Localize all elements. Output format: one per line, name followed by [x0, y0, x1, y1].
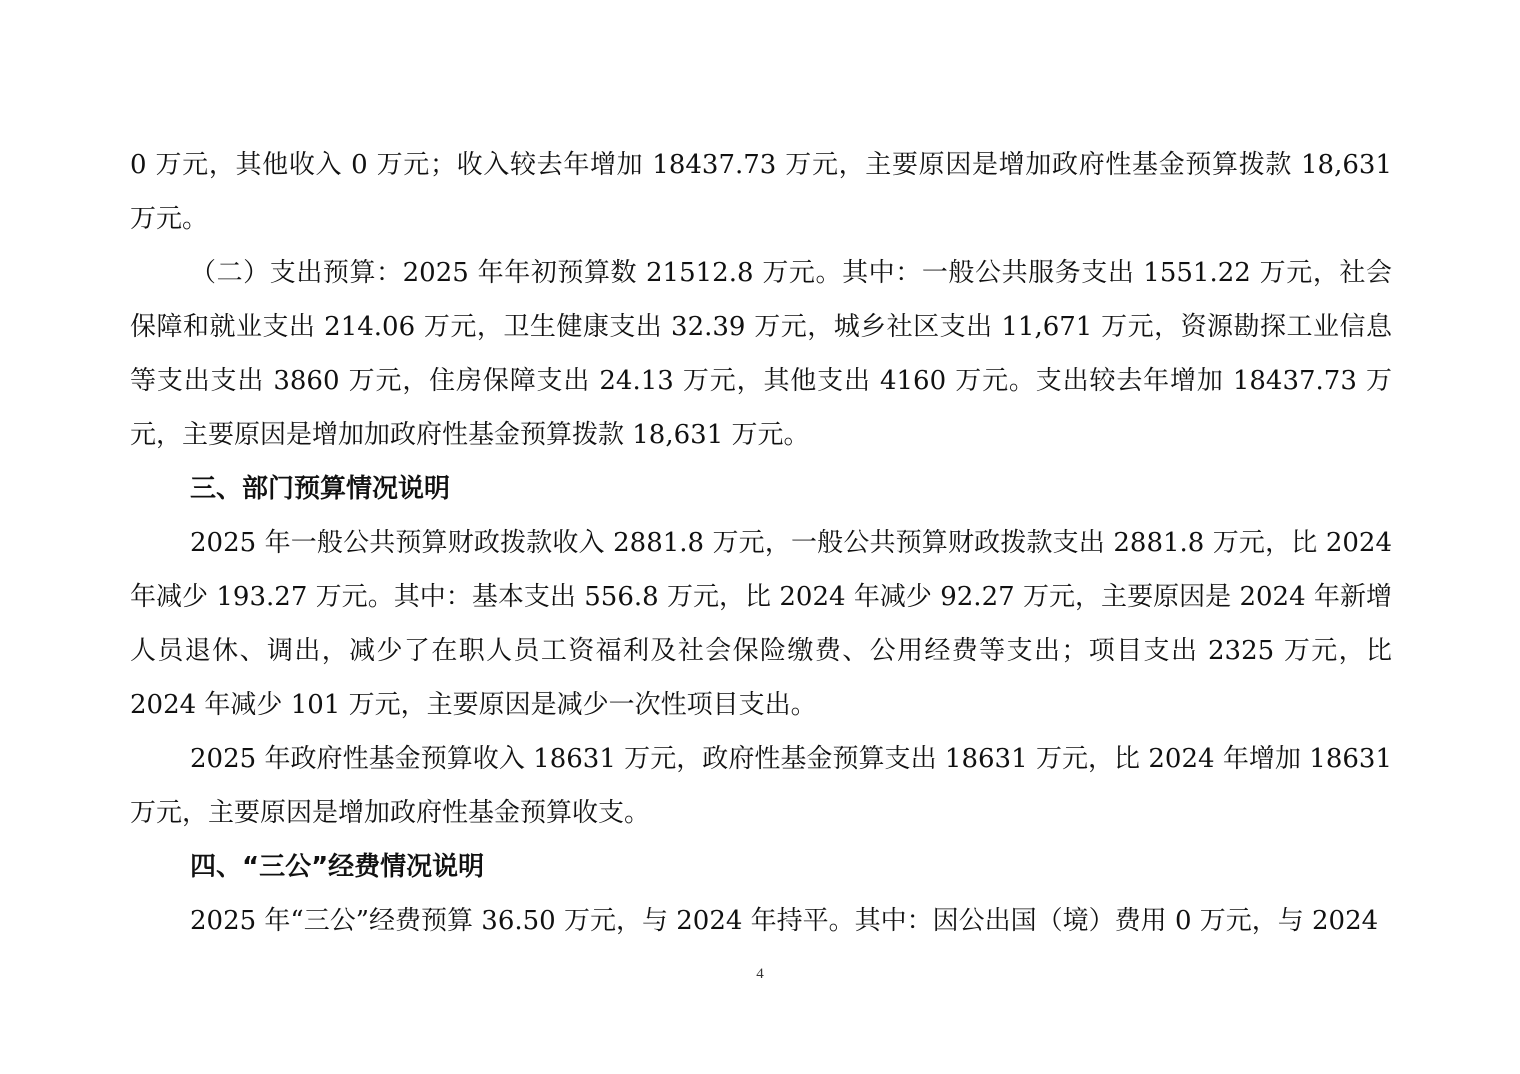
paragraph-expenditure-budget: （二）支出预算：2025 年年初预算数 21512.8 万元。其中：一般公共服务支出 1551.22 万元，社会保障和就业支出 214.06 万元，卫生健康支出 32.39 万元，城乡社区支出 11,671 万元，资源勘探工业信息等支出支出 3860 万元，住房保障支出 24.13 万元，其他支出 4160 万元。支出较去年增加 18437.73 万元，主要原因是增加加政府性基金预算拨款 18,631 万元。	[130, 258, 1392, 450]
document-body	[130, 138, 1392, 948]
page-number: 4	[756, 966, 764, 982]
section-heading-department-budget: 三、部门预算情况说明	[190, 474, 451, 504]
section-heading-three-public-expenses: 四、“三公”经费情况说明	[190, 852, 485, 882]
paragraph-income-continued: 0 万元，其他收入 0 万元；收入较去年增加 18437.73 万元，主要原因是增加政府性基金预算拨款 18,631 万元。	[130, 150, 1392, 234]
paragraph-government-fund-budget: 2025 年政府性基金预算收入 18631 万元，政府性基金预算支出 18631 万元，比 2024 年增加 18631 万元，主要原因是增加政府性基金预算收支。	[130, 744, 1392, 828]
paragraph-general-public-budget: 2025 年一般公共预算财政拨款收入 2881.8 万元，一般公共预算财政拨款支出 2881.8 万元，比 2024 年减少 193.27 万元。其中：基本支出 556.8 万元，比 2024 年减少 92.27 万元，主要原因是 2024 年新增人员退休、调出，减少了在职人员工资福利及社会保险缴费、公用经费等支出；项目支出 2325 万元，比 2024 年减少 101 万元，主要原因是减少一次性项目支出。	[130, 528, 1392, 720]
paragraph-three-public-expenses: 2025 年“三公”经费预算 36.50 万元，与 2024 年持平。其中：因公出国（境）费用 0 万元，与 2024	[190, 906, 1379, 936]
